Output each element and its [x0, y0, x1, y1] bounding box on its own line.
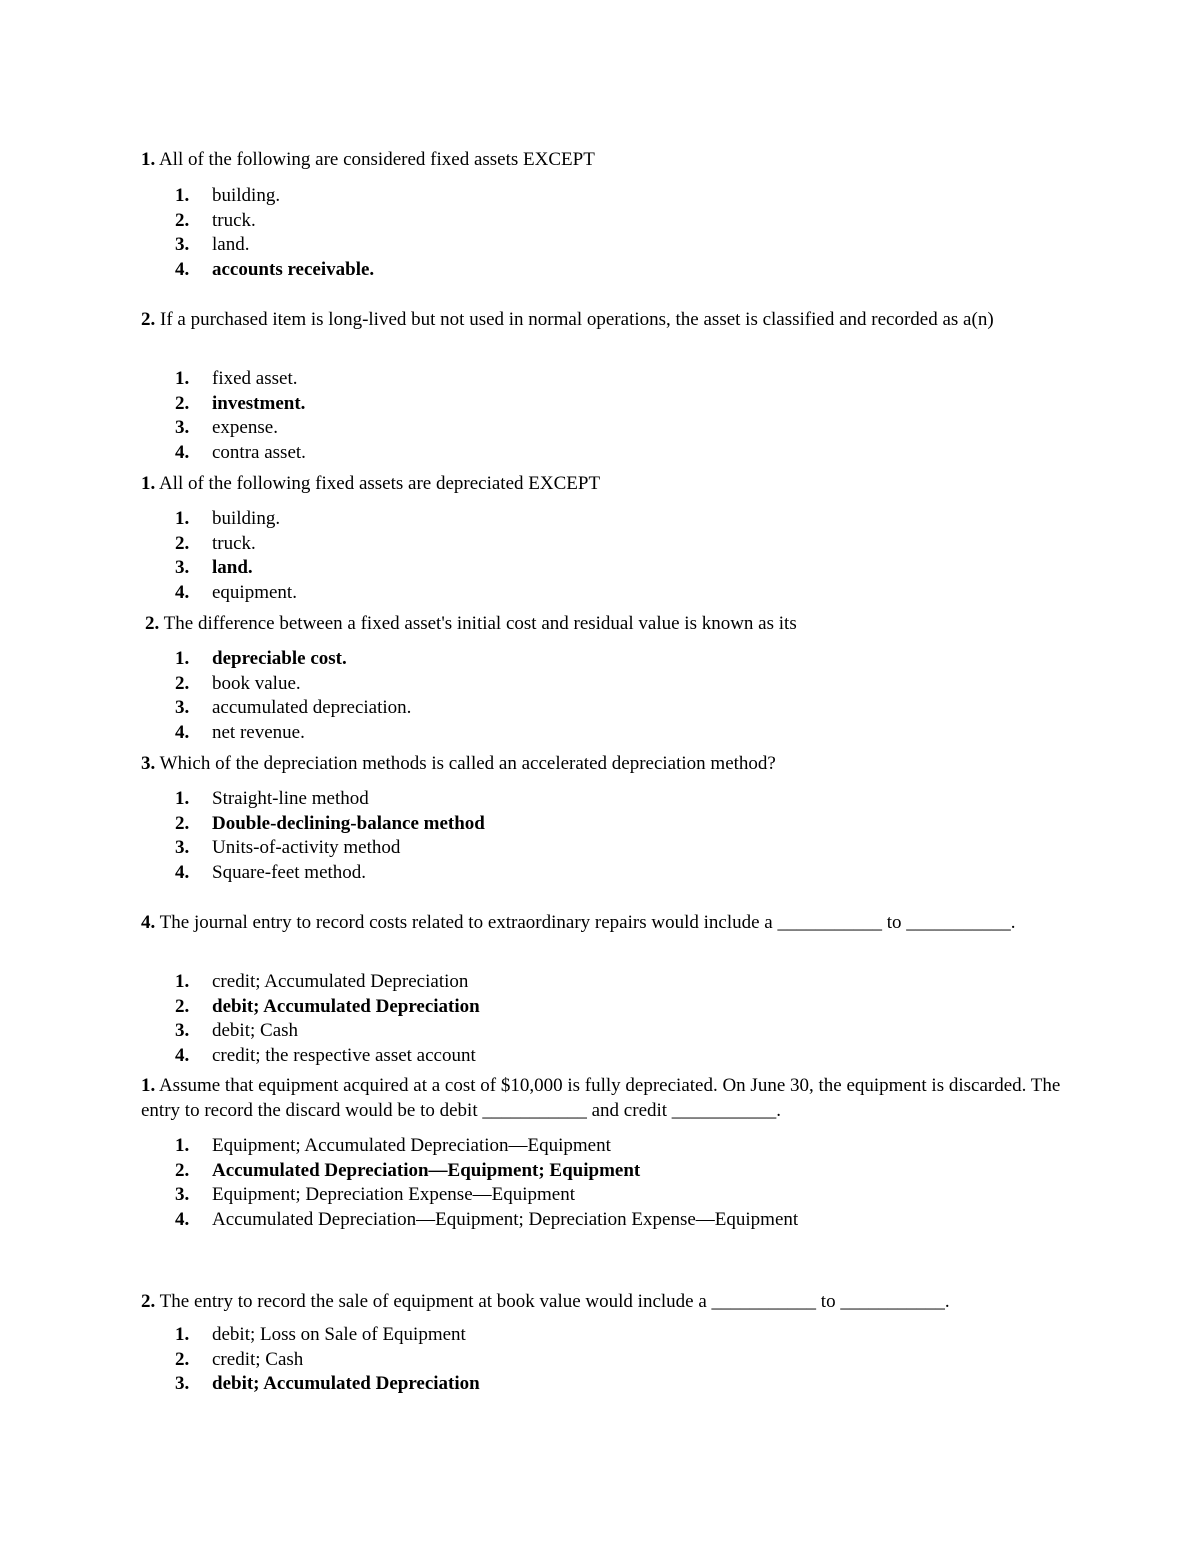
option-text: credit; Cash	[212, 1348, 304, 1370]
option-item	[175, 1018, 1075, 1043]
option-number: 2.	[175, 812, 190, 834]
option-number: 1.	[175, 788, 190, 809]
option-text: Square-feet method.	[212, 861, 367, 883]
option-text: Equipment; Depreciation Expense—Equipment	[212, 1184, 576, 1206]
option-item	[175, 1347, 1075, 1372]
option-item-correct	[175, 391, 1075, 416]
option-text: equipment.	[212, 581, 297, 603]
option-text: debit; Accumulated Depreciation	[212, 995, 480, 1017]
option-number: 1.	[175, 1135, 190, 1156]
option-number: 3.	[175, 1184, 190, 1206]
option-item	[175, 786, 1075, 811]
option-text: Units-of-activity method	[212, 837, 401, 859]
option-number: 2.	[175, 532, 190, 554]
option-number: 1.	[175, 368, 190, 389]
option-item-correct	[175, 555, 1075, 580]
question-number: 2.	[141, 1291, 156, 1312]
option-number: 1.	[175, 508, 190, 529]
option-number: 4.	[175, 258, 190, 280]
option-number: 1.	[175, 185, 190, 206]
question-2	[141, 307, 1061, 332]
question-text: The difference between a fixed asset's initial cost and residual value is known as its	[163, 613, 797, 634]
question-text: The journal entry to record costs related to extraordinary repairs would include a ___________ to ___________.	[159, 912, 1016, 933]
question-number: 1.	[141, 473, 156, 494]
option-number: 4.	[175, 861, 190, 883]
option-text: debit; Cash	[212, 1020, 299, 1042]
option-number: 2.	[175, 209, 190, 231]
question-text: If a purchased item is long-lived but not used in normal operations, the asset is classified and recorded as a(n)	[160, 309, 994, 330]
option-item-correct	[175, 811, 1075, 836]
option-item	[175, 183, 1075, 208]
option-item-correct	[175, 994, 1075, 1019]
option-item	[175, 1207, 1075, 1232]
option-text: land.	[212, 234, 250, 256]
option-list	[175, 786, 1075, 884]
option-item	[175, 860, 1075, 885]
option-list	[175, 1133, 1075, 1231]
option-list	[175, 646, 1075, 744]
option-item	[175, 440, 1075, 465]
option-item	[175, 695, 1075, 720]
question-text: Assume that equipment acquired at a cost of $10,000 is fully depreciated. On June 30, the equipment is discarded. The entry to record the discard would be to debit ___________ and credit ___________.	[141, 1075, 1061, 1121]
option-item-correct	[175, 257, 1075, 282]
option-item	[175, 1133, 1075, 1158]
question-text: Which of the depreciation methods is called an accelerated depreciation method?	[159, 753, 776, 774]
option-number: 1.	[175, 971, 190, 992]
question-number: 1.	[141, 1075, 156, 1096]
question-8	[141, 1289, 1061, 1314]
option-item	[175, 671, 1075, 696]
question-1	[141, 147, 1061, 172]
option-item	[175, 1182, 1075, 1207]
option-number: 4.	[175, 721, 190, 743]
option-number: 3.	[175, 697, 190, 719]
question-6	[141, 910, 1061, 935]
question-4	[145, 611, 1065, 636]
question-text: All of the following fixed assets are depreciated EXCEPT	[158, 473, 601, 494]
option-item	[175, 1043, 1075, 1068]
option-text: accumulated depreciation.	[212, 697, 412, 719]
option-number: 3.	[175, 234, 190, 256]
option-text: debit; Accumulated Depreciation	[212, 1373, 480, 1395]
option-number: 2.	[175, 672, 190, 694]
option-item	[175, 415, 1075, 440]
question-number: 4.	[141, 912, 156, 933]
option-number: 2.	[175, 1348, 190, 1370]
option-list	[175, 183, 1075, 281]
option-item	[175, 1322, 1075, 1347]
option-item	[175, 580, 1075, 605]
option-list	[175, 506, 1075, 604]
option-text: credit; Accumulated Depreciation	[212, 971, 469, 992]
question-text: All of the following are considered fixed assets EXCEPT	[158, 149, 595, 170]
option-item	[175, 366, 1075, 391]
option-text: depreciable cost.	[212, 648, 347, 669]
option-number: 4.	[175, 1208, 190, 1230]
option-number: 4.	[175, 441, 190, 463]
option-number: 3.	[175, 1373, 190, 1395]
option-item	[175, 531, 1075, 556]
option-list	[175, 1322, 1075, 1396]
option-text: Equipment; Accumulated Depreciation—Equipment	[212, 1135, 611, 1156]
option-item	[175, 720, 1075, 745]
option-item-correct	[175, 1158, 1075, 1183]
option-text: truck.	[212, 209, 256, 231]
option-text: building.	[212, 508, 281, 529]
question-number: 2.	[141, 309, 156, 330]
option-number: 3.	[175, 417, 190, 439]
option-number: 1.	[175, 1324, 190, 1345]
option-text: credit; the respective asset account	[212, 1044, 476, 1066]
option-item-correct	[175, 646, 1075, 671]
option-item	[175, 232, 1075, 257]
option-number: 3.	[175, 557, 190, 579]
option-text: debit; Loss on Sale of Equipment	[212, 1324, 466, 1345]
option-text: land.	[212, 557, 253, 579]
option-text: Accumulated Depreciation—Equipment; Equipment	[212, 1159, 641, 1181]
option-text: fixed asset.	[212, 368, 298, 389]
option-number: 3.	[175, 837, 190, 859]
option-text: Double-declining-balance method	[212, 812, 485, 834]
question-5	[141, 751, 1061, 776]
option-item	[175, 506, 1075, 531]
question-7	[141, 1073, 1061, 1123]
option-text: expense.	[212, 417, 278, 439]
option-text: Straight-line method	[212, 788, 369, 809]
option-text: net revenue.	[212, 721, 305, 743]
question-text: The entry to record the sale of equipment at book value would include a ___________ to ___________.	[159, 1291, 950, 1312]
option-number: 4.	[175, 581, 190, 603]
option-text: book value.	[212, 672, 301, 694]
question-3	[141, 471, 1061, 496]
option-list	[175, 366, 1075, 464]
option-number: 4.	[175, 1044, 190, 1066]
option-number: 2.	[175, 392, 190, 414]
option-number: 2.	[175, 995, 190, 1017]
option-item-correct	[175, 1371, 1075, 1396]
question-number: 2.	[145, 613, 160, 634]
option-text: Accumulated Depreciation—Equipment; Depreciation Expense—Equipment	[212, 1208, 799, 1230]
option-list	[175, 969, 1075, 1067]
option-text: investment.	[212, 392, 306, 414]
option-item	[175, 835, 1075, 860]
question-number: 3.	[141, 753, 156, 774]
question-number: 1.	[141, 149, 156, 170]
option-text: building.	[212, 185, 281, 206]
option-item	[175, 208, 1075, 233]
option-text: contra asset.	[212, 441, 306, 463]
option-number: 2.	[175, 1159, 190, 1181]
option-text: accounts receivable.	[212, 258, 375, 280]
option-text: truck.	[212, 532, 256, 554]
option-number: 3.	[175, 1020, 190, 1042]
option-number: 1.	[175, 648, 190, 669]
option-item	[175, 969, 1075, 994]
